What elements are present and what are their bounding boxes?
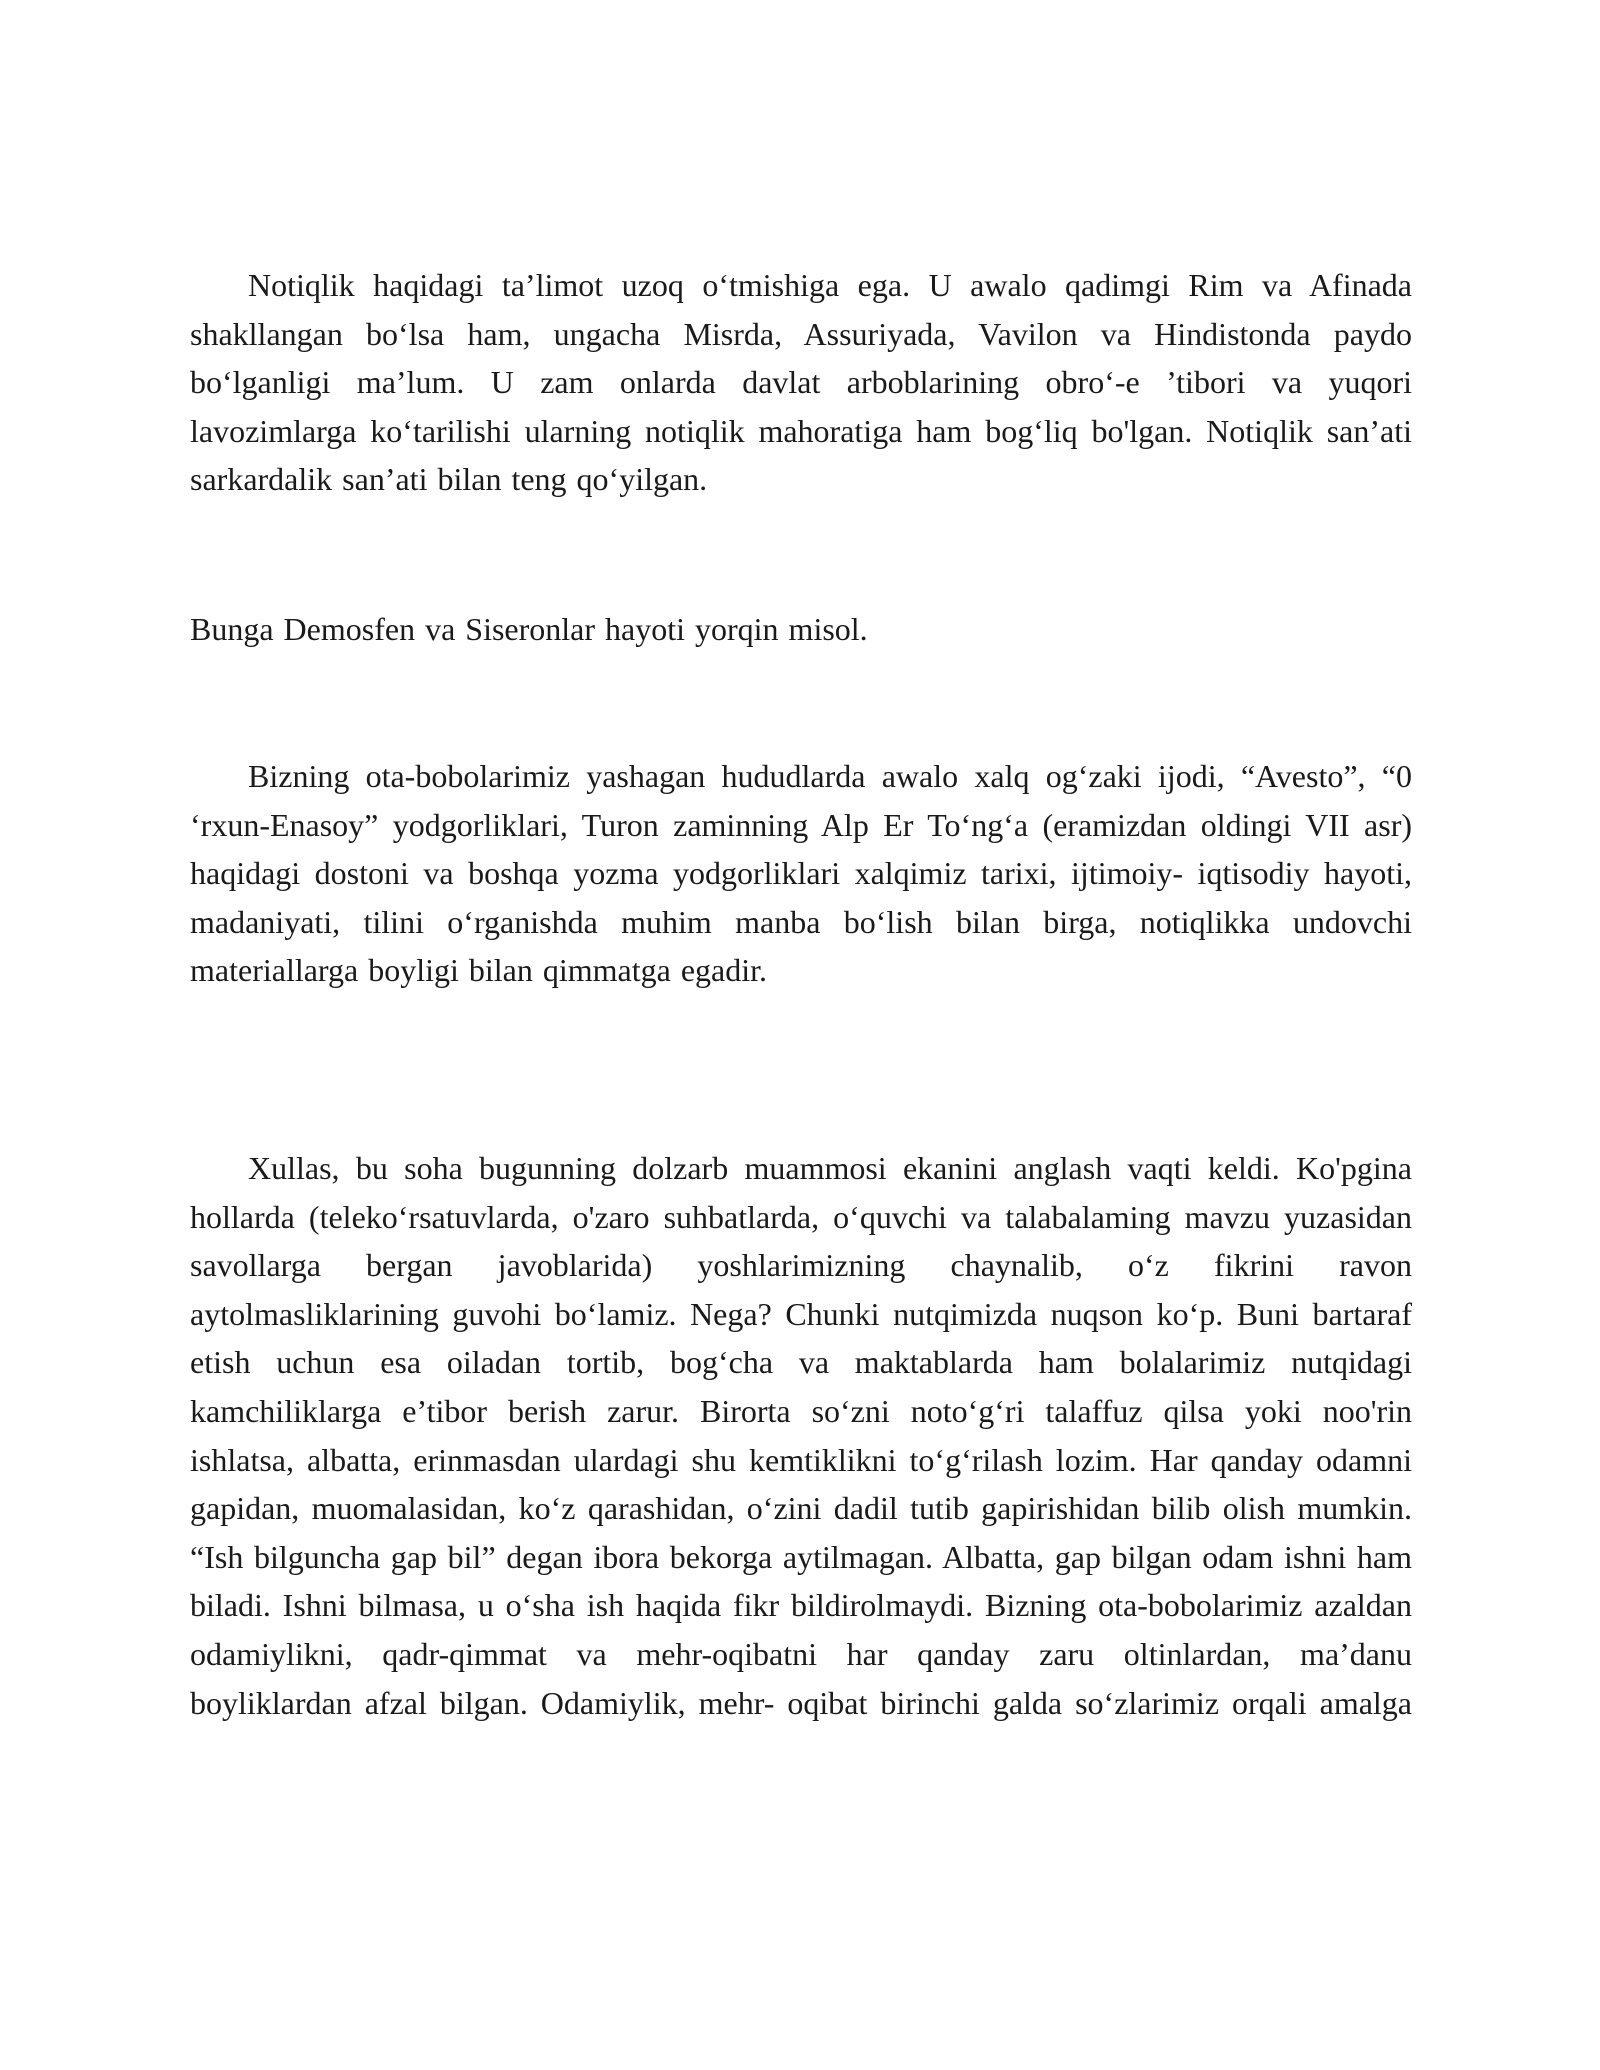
paragraph-ancestors-heritage: Bizning ota-bobolarimiz yashagan hududlarda awalo xalq og‘zaki ijodi, “Avesto”, “0 ‘rxun-Enasoy” yodgorliklari, Turon zaminning Alp Er To‘ng‘a (eramizdan oldingi VII asr) haqidagi dostoni va boshqa yozma yodgorliklari xalqimiz tarixi, ijtimoiy- iqtisodiy hayoti, madaniyati, tilini o‘rganishda muhim manba bo‘lish bilan birga, notiqlikka undovchi materiallarga boyligi bilan qimmatga egadir. — [190, 758, 1412, 989]
paragraph-notiqlik-history: Notiqlik haqidagi ta’limot uzoq o‘tmishiga ega. U awalo qadimgi Rim va Afinada shakllangan bo‘lsa ham, ungacha Misrda, Assuriyada, Vavilon va Hindistonda paydo bo‘lganligi ma’lum. U zam onlarda davlat arboblarining obro‘-e ’tibori va yuqori lavozimlarga ko‘tarilishi ularning notiqlik mahoratiga ham bog‘liq bo'lgan. Notiqlik san’ati sarkardalik san’ati bilan teng qo‘yilgan. — [190, 267, 1412, 498]
paragraph-demosfen-example: Bunga Demosfen va Siseronlar hayoti yorqin misol. — [190, 611, 868, 647]
paragraph-xullas-conclusion: Xullas, bu soha bugunning dolzarb muammosi ekanini anglash vaqti keldi. Ko'pgina hollarda (teleko‘rsatuvlarda, o'zaro suhbatlarda, o‘quvchi va talabalaming mavzu yuzasidan savollarga bergan javoblarida) yoshlarimizning chaynalib, o‘z fikrini ravon aytolmasliklarining guvohi bo‘lamiz. Nega? Chunki nutqimizda nuqson ko‘p. Buni bartaraf etish uchun esa oiladan tortib, bog‘cha va maktablarda ham bolalarimiz nutqidagi kamchiliklarga e’tibor berish zarur. Birorta so‘zni noto‘g‘ri talaffuz qilsa yoki noo'rin ishlatsa, albatta, erinmasdan ulardagi shu kemtiklikni to‘g‘rilash lozim. Har qanday odamni gapidan, muomalasidan, ko‘z qarashidan, o‘zini dadil tutib gapirishidan bilib olish mumkin. “Ish bilguncha gap bil” degan ibora bekorga aytilmagan. Albatta, gap bilgan odam ishni ham biladi. Ishni bilmasa, u o‘sha ish haqida fikr bildirolmaydi. Bizning ota-bobolarimiz azaldan odamiylikni, qadr-qimmat va mehr-oqibatni har qanday zaru oltinlardan, ma’danu boyliklardan afzal bilgan. Odamiylik, mehr- oqibat birinchi galda so‘zlarimiz orqali amalga — [190, 1150, 1412, 1721]
